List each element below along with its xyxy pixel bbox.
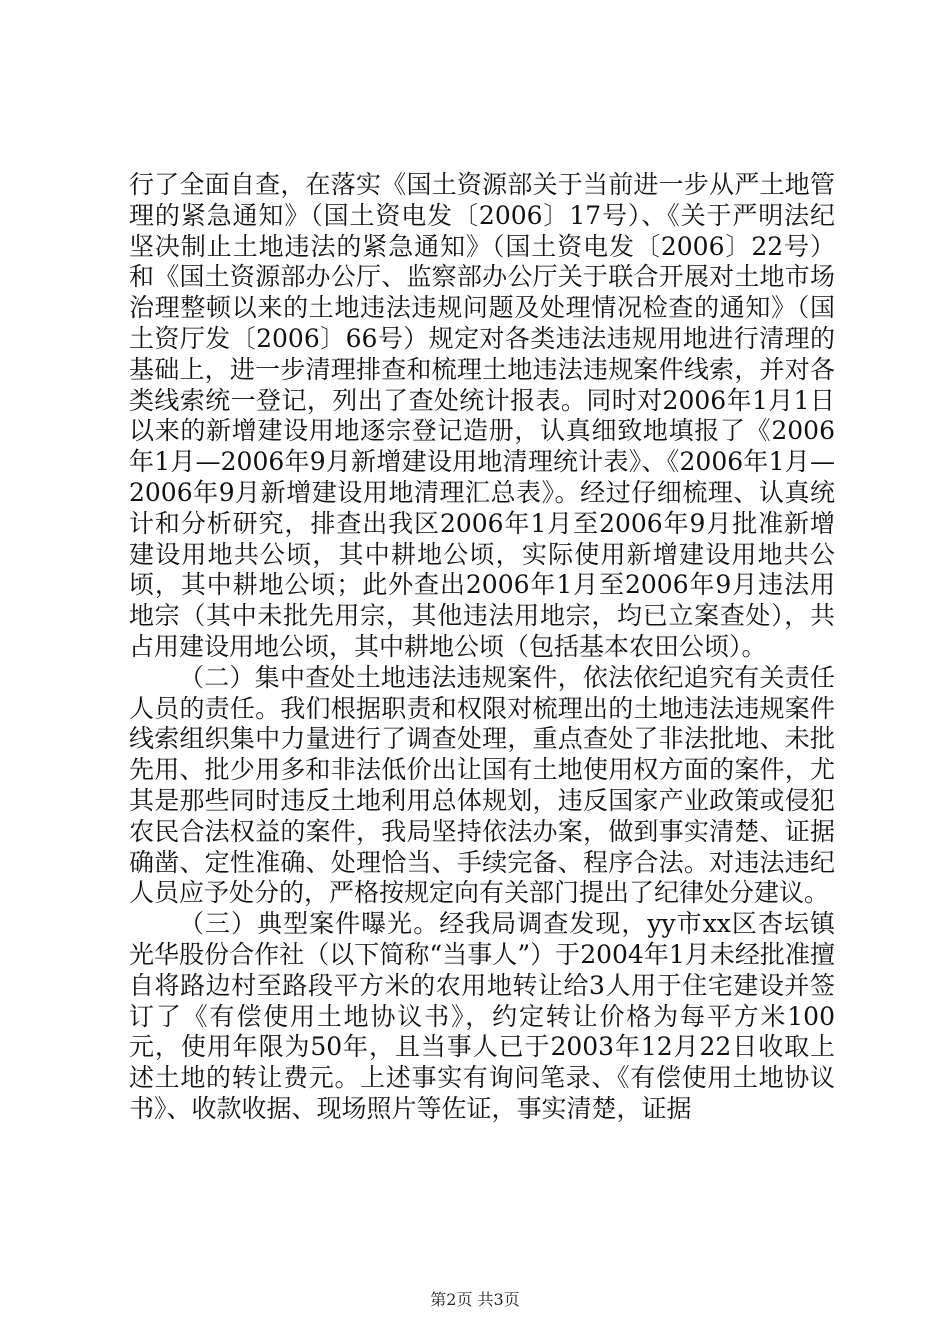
paragraph-1: 行了全面自查，在落实《国土资源部关于当前进一步从严土地管理的紧急通知》（国土资电发〔2006〕17号）、《关于严明法纪坚决制止土地违法的紧急通知》（国土资电发〔2006〕22号）和《国土资源部办公厅、监察部办公厅关于联合开展对土地市场治理整顿以来的土地违法违规问题及处理情况检查的通知》（国土资厅发〔2006〕66号）规定对各类违法违规用地进行清理的基础上，进一步清理排查和梳理土地违法违规案件线索，并对各类线索统一登记，列出了查处统计报表。同时对2006年1月1日以来的新增建设用地逐宗登记造册，认真细致地填报了《2006年1月—2006年9月新增建设用地清理统计表》、《2006年1月—2006年9月新增建设用地清理汇总表》。经过仔细梳理、认真统计和分析研究，排查出我区2006年1月至2006年9月批准新增建设用地共公顷，其中耕地公顷，实际使用新增建设用地共公顷，其中耕地公顷；此外查出2006年1月至2006年9月违法用地宗（其中未批先用宗，其他违法用地宗，均已立案查处），共占用建设用地公顷，其中耕地公顷（包括基本农田公顷）。 xyxy=(129,170,835,661)
page-footer: 第2页 共3页 xyxy=(430,1290,520,1309)
paragraph-2: （二）集中查处土地违法违规案件，依法依纪追究有关责任人员的责任。我们根据职责和权限对梳理出的土地违法违规案件线索组织集中力量进行了调查处理，重点查处了非法批地、未批先用、批少用多和非法低价出让国有土地使用权方面的案件，尤其是那些同时违反土地利用总体规划，违反国家产业政策或侵犯农民合法权益的案件，我局坚持依法办案，做到事实清楚、证据确凿、定性准确、处理恰当、手续完备、程序合法。对违法违纪人员应予处分的，严格按规定向有关部门提出了纪律处分建议。 xyxy=(129,662,835,908)
document-body xyxy=(129,170,835,1125)
paragraph-3: （三）典型案件曝光。经我局调查发现，yy市xx区杏坛镇光华股份合作社（以下简称“当事人”）于2004年1月未经批准擅自将路边村至路段平方米的农用地转让给3人用于住宅建设并签订了《有偿使用土地协议书》，约定转让价格为每平方米100元，使用年限为50年，且当事人已于2003年12月22日收取上述土地的转让费元。上述事实有询问笔录、《有偿使用土地协议书》、收款收据、现场照片等佐证，事实清楚，证据 xyxy=(129,909,835,1123)
